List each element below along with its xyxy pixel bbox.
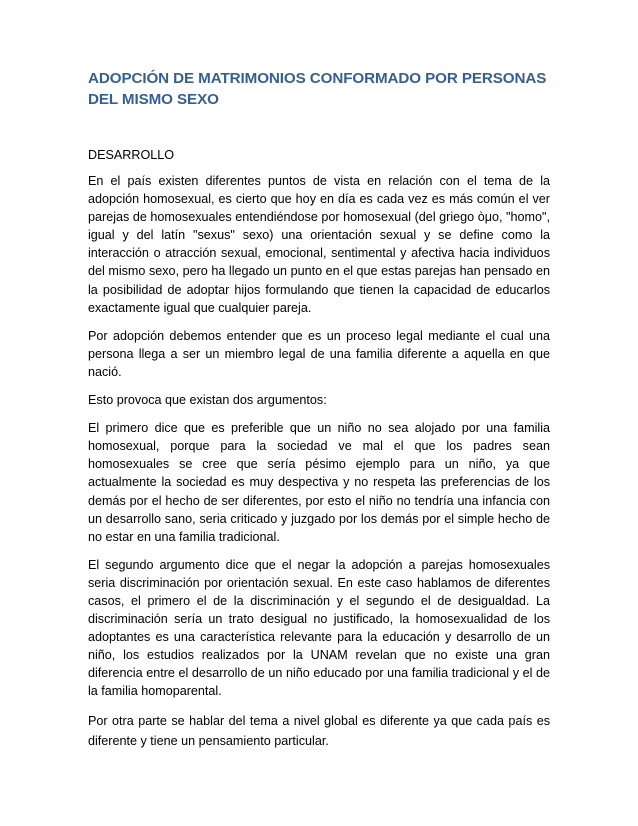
paragraph-1: En el país existen diferentes puntos de vista en relación con el tema de la adopción homosexual, es cierto que hoy en día es cada vez es más común el ver parejas de homosexuales entendiéndose por homosexual (del griego òμο, "homo", igual y del latín "sexus" sexo) una orientación sexual y se define como la interacción o atracción sexual, emocional, sentimental y afectiva hacia individuos del mismo sexo, pero ha llegado un punto en el que estas parejas han pensado en la posibilidad de adoptar hijos formulando que tienen la capacidad de educarlos exactamente igual que cualquier pareja. — [88, 174, 550, 315]
paragraph-3: Esto provoca que existan dos argumentos: — [88, 393, 327, 408]
paragraph-6: Por otra parte se hablar del tema a nivel global es diferente ya que cada país es diferente y tiene un pensamiento particular. — [88, 713, 550, 748]
section-heading: DESARROLLO — [88, 148, 175, 162]
paragraph-5: El segundo argumento dice que el negar la adopción a parejas homosexuales seria discriminación por orientación sexual. En este caso hablamos de diferentes casos, el primero el de la discriminación y el segundo el de desigualdad. La discriminación sería un trato desigual no justificado, la homosexualidad de los adoptantes es una característica relevante para la educación y desarrollo de un niño, los estudios realizados por la UNAM revelan que no existe una gran diferencia entre el desarrollo de un niño educado por una familia tradicional y el de la familia homoparental. — [88, 557, 550, 699]
paragraph-2: Por adopción debemos entender que es un proceso legal mediante el cual una persona llega a ser un miembro legal de una familia diferente a aquella en que nació. — [88, 328, 550, 379]
document-title: ADOPCIÓN DE MATRIMONIOS CONFORMADO POR PERSONAS DEL MISMO SEXO — [88, 70, 547, 108]
paragraph-4: El primero dice que es preferible que un niño no sea alojado por una familia homosexual, porque para la sociedad ve mal el que los padres sean homosexuales se cree que sería pésimo ejemplo para un niño, ya que actualmente la sociedad es muy despectiva y no respeta las preferencias de los demás por el hecho de ser diferentes, por esto el niño no tendría una infancia con un desarrollo sano, seria criticado y juzgado por los demás por el simple hecho de no estar en una familia tradicional. — [88, 421, 550, 544]
